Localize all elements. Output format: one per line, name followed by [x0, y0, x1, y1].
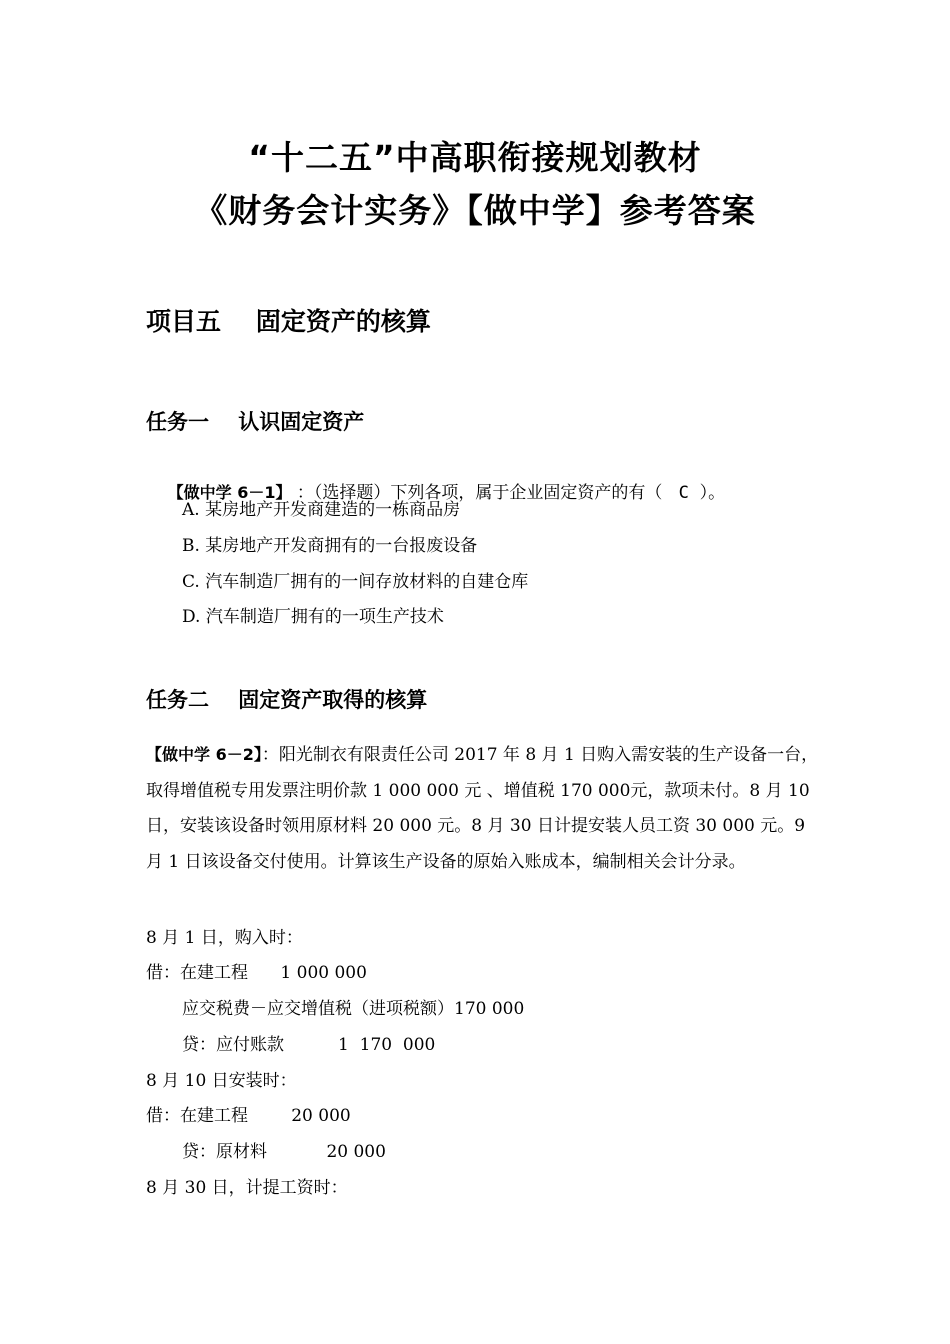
task1-option-a: A. 某房地产开发商建造的一栋商品房	[182, 500, 461, 520]
entry-aug1-debit-tax: 应交税费－应交增值税（进项税额）170 000	[182, 999, 525, 1019]
task2-question-text: ：阳光制衣有限责任公司 2017 年 8 月 1 日购入需安装的生产设备一台，取得增值税专用发票注明价款 1 000 000 元 、增值税 170 000元，款项未付。8 月 10 日，安装该设备时领用原材料 20 000 元。8 月 30 日计提安装人员工资 30 000 元。9 月 1 日该设备交付使用。计算该生产设备的原始入账成本，编制相关会计分录。	[146, 745, 819, 872]
project-heading: 项目五 固定资产的核算	[146, 307, 431, 336]
document-title-line-1: “十二五”中高职衔接规划教材	[248, 138, 702, 177]
task1-question-tag: 【做中学 6－1】	[167, 483, 292, 502]
entry-aug1-heading: 8 月 1 日，购入时：	[146, 928, 303, 948]
task1-question-text: ：（选择题）下列各项，属于企业固定资产的有（	[291, 483, 679, 503]
task1-option-b: B. 某房地产开发商拥有的一台报废设备	[182, 536, 478, 556]
task1-question-end: ）。	[688, 483, 726, 503]
task2-heading: 任务二 固定资产取得的核算	[146, 688, 428, 712]
task2-question-tag: 【做中学 6－2】	[146, 745, 262, 764]
entry-aug10-heading: 8 月 10 日安装时：	[146, 1071, 297, 1091]
entry-aug10-credit: 贷：原材料 20 000	[182, 1142, 386, 1162]
entry-aug1-debit: 借：在建工程 1 000 000	[146, 963, 367, 983]
task1-option-c: C. 汽车制造厂拥有的一间存放材料的自建仓库	[182, 572, 529, 592]
task2-question	[146, 737, 822, 880]
entry-aug1-credit: 贷：应付账款 1 170 000	[182, 1035, 436, 1055]
entry-aug30-heading: 8 月 30 日，计提工资时：	[146, 1178, 348, 1198]
task1-answer: C	[678, 483, 689, 503]
task1-heading: 任务一 认识固定资产	[146, 410, 365, 434]
document-title-line-2: 《财务会计实务》【做中学】参考答案	[194, 191, 756, 230]
task1-option-d: D. 汽车制造厂拥有的一项生产技术	[182, 607, 444, 627]
entry-aug10-debit: 借：在建工程 20 000	[146, 1106, 351, 1126]
